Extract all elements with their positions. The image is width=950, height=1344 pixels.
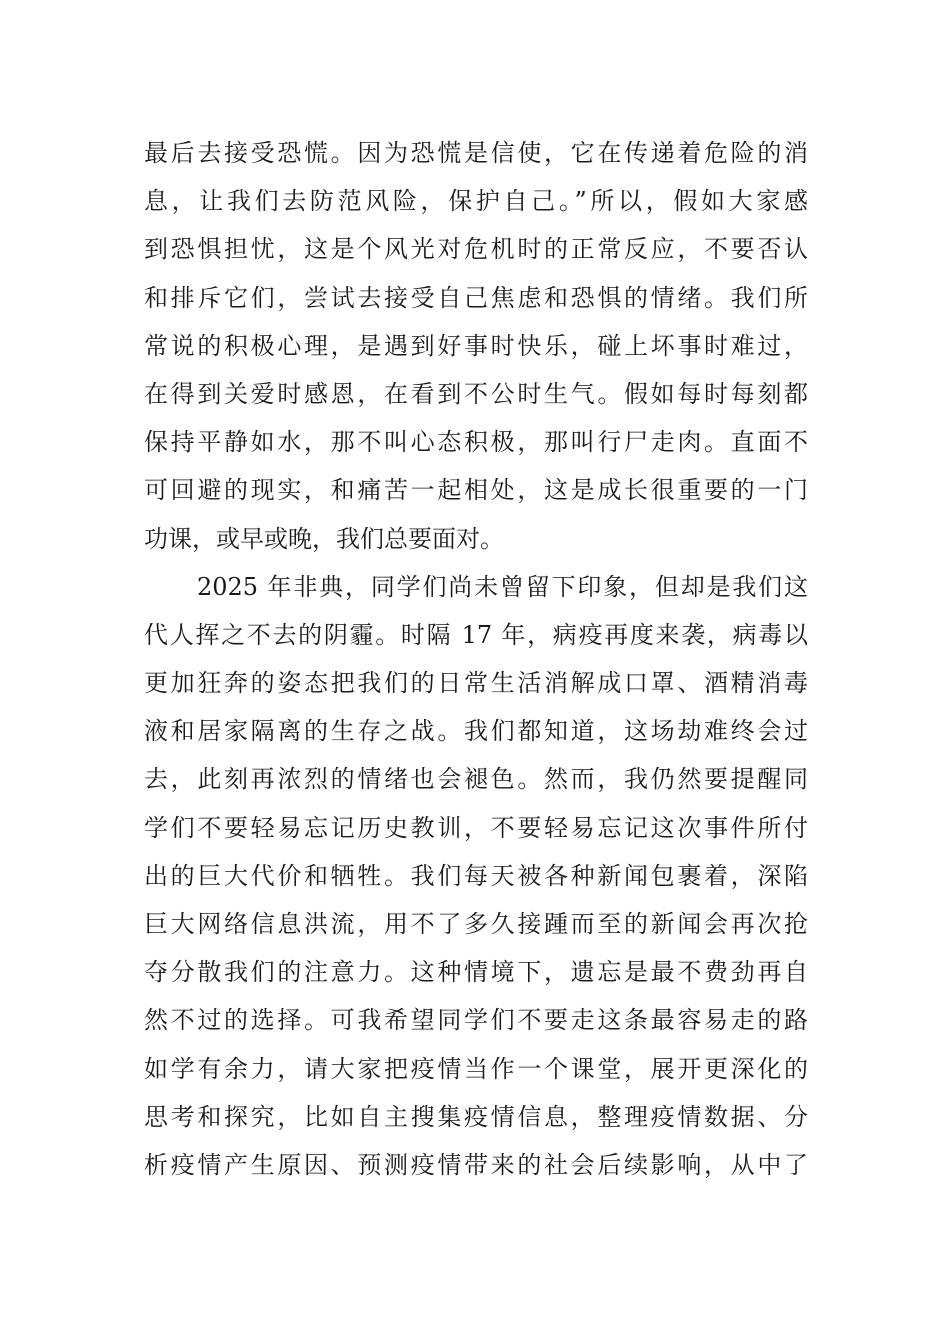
- text-line: 最后去接受恐慌。因为恐慌是信使，它在传递着危险的消: [144, 139, 808, 167]
- text-line: 可回避的现实，和痛苦一起相处，这是成长很重要的一门: [144, 476, 808, 505]
- text-line: 更加狂奔的姿态把我们的日常生活消解成口罩、酒精消毒: [144, 669, 808, 698]
- paragraph-2: [144, 563, 808, 1189]
- text-line: 去，此刻再浓烈的情绪也会褪色。然而，我仍然要提醒同: [144, 765, 808, 794]
- text-line: 常说的积极心理，是遇到好事时快乐，碰上坏事时难过，: [144, 331, 808, 360]
- text-line: 息，让我们去防范风险，保护自己。”所以，假如大家感: [144, 187, 808, 216]
- body-text: [144, 129, 808, 1189]
- text-line: 析疫情产生原因、预测疫情带来的社会后续影响，从中了: [144, 1150, 808, 1179]
- text-line: 学们不要轻易忘记历史教训，不要轻易忘记这次事件所付: [144, 813, 808, 842]
- paragraph-1: [144, 129, 808, 563]
- text-line: 出的巨大代价和牺牲。我们每天被各种新闻包裹着，深陷: [144, 861, 808, 890]
- text-line: 代人挥之不去的阴霾。时隔 17 年，病疫再度来袭，病毒以: [144, 620, 808, 649]
- text-line: 和排斥它们，尝试去接受自己焦虑和恐惧的情绪。我们所: [144, 283, 808, 312]
- text-line: 在得到关爱时感恩，在看到不公时生气。假如每时每刻都: [144, 379, 808, 408]
- text-line: 保持平静如水，那不叫心态积极，那叫行尸走肉。直面不: [144, 428, 808, 457]
- text-line: 液和居家隔离的生存之战。我们都知道，这场劫难终会过: [144, 717, 808, 746]
- text-line: 思考和探究，比如自主搜集疫情信息，整理疫情数据、分: [144, 1102, 808, 1131]
- text-line: 功课，或早或晚，我们总要面对。: [144, 524, 504, 553]
- text-line: 2025 年非典，同学们尚未曾留下印象，但却是我们这: [197, 572, 808, 601]
- text-line: 然不过的选择。可我希望同学们不要走这条最容易走的路: [144, 1006, 808, 1035]
- text-line: 如学有余力，请大家把疫情当作一个课堂，展开更深化的: [144, 1054, 808, 1083]
- text-line: 巨大网络信息洪流，用不了多久接踵而至的新闻会再次抢: [144, 910, 808, 938]
- text-line: 到恐惧担忧，这是个风光对危机时的正常反应，不要否认: [144, 235, 808, 264]
- text-line: 夺分散我们的注意力。这种情境下，遗忘是最不费劲再自: [144, 958, 808, 987]
